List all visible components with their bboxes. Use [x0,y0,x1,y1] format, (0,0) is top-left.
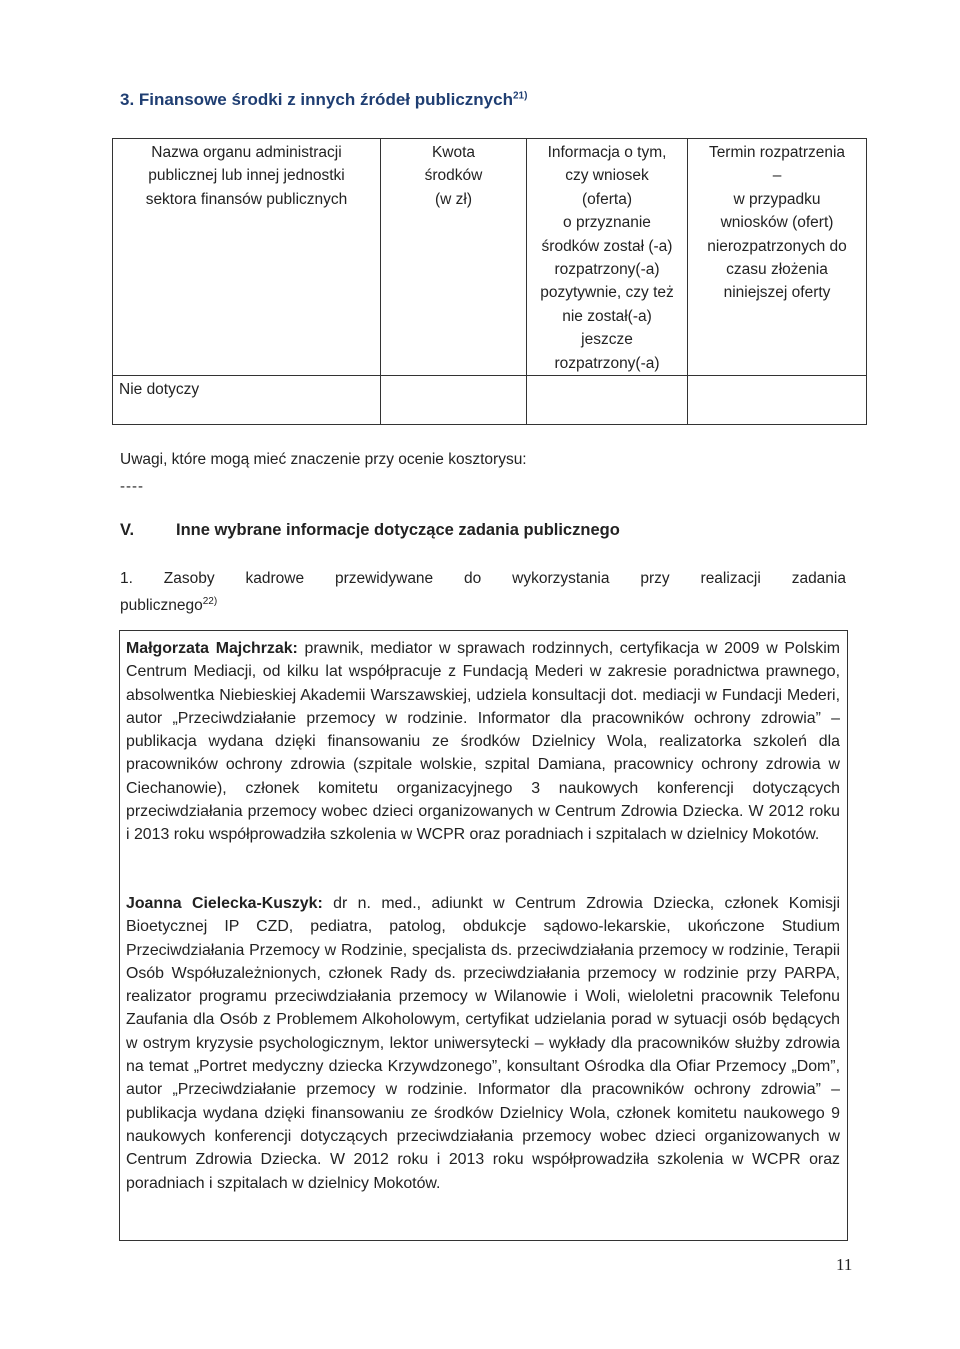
staff-bio-cielecka-kuszyk [126,892,840,1195]
table-row [113,376,867,425]
budget-notes-label: Uwagi, które mogą mieć znaczenie przy ocenie kosztorysu: [120,451,527,468]
footnote-ref-21: 21) [512,90,528,102]
staff-bio-majchrzak [126,637,840,847]
header-line: środków został (-a) [541,237,673,255]
point-1-heading-cont-text: publicznego [120,597,203,615]
public-funds-table [112,138,867,425]
staff-name: Joanna Cielecka-Kuszyk: [126,895,323,912]
point-1-heading: 1. Zasoby kadrowe przewidywane do wykorzystania przy realizacji zadania [120,570,846,587]
staff-description: prawnik, mediator w sprawach rodzinnych, certyfikacja w 2009 w Polskim Centrum Mediacji, od kilku lat współpracuje z Fundacją Mederi w zakresie poradnictwa prawnego, absolwentka Niebieskiej Akademii Warszawskiej, udziela konsultacji dot. mediacji w Fundacji Mederi, autor „Przeciwdziałanie przemocy w rodzinie. Informator dla pracowników ochrony zdrowia” – publikacja wydana dzięki finansowaniu ze środków Dzielnicy Wola, realizatorka szkoleń dla pracowników ochrony zdrowia (szpitale wolskie, szpital Damiana, pracownicy ochrony zdrowia w Ciechanowie), członek komitetu organizacyjnego 3 naukowych konferencji dotyczących przeciwdziałania przemocy wobec dzieci organizowanych w Centrum Zdrowia Dziecka. W 2012 roku i 2013 roku współprowadziła szkolenia w WCPR oraz poradniach i szpitalach w dzielnicy Mokotów. [126,640,841,844]
budget-notes-value: ---- [120,478,144,495]
section-5-number: V. [120,521,135,539]
header-review-date [688,139,867,376]
cell-organ-name: Nie dotyczy [113,376,381,425]
header-line: Kwota [431,144,476,161]
header-line: nie został(-a) [562,307,652,325]
cell-amount [381,376,527,425]
header-line: pozytywnie, czy też [540,284,674,302]
header-application-info [527,139,688,376]
header-line: sektora finansów publicznych [145,190,348,208]
header-line: nierozpatrzonych do [707,237,847,255]
header-line: środków [424,167,483,185]
header-amount [381,139,527,376]
section-3-title-text: 3. Finansowe środki z innych źródeł publicznych [120,90,513,109]
header-line: rozpatrzony(-a) [554,261,660,279]
header-line: Nazwa organu administracji [151,144,342,161]
table-header-row [113,139,867,376]
header-line: – [772,167,782,185]
cell-application-info [527,376,688,425]
header-line: (oferta) [582,190,632,208]
header-line: czy wniosek [565,167,649,185]
staff-name: Małgorzata Majchrzak: [126,640,298,657]
header-organ-name [113,139,381,376]
header-line: w przypadku [733,190,821,208]
header-line: czasu złożenia [726,261,828,279]
cell-review-date [688,376,867,425]
section-5-title: Inne wybrane informacje dotyczące zadania publicznego [176,521,620,539]
header-line: Informacja o tym, [547,144,667,161]
point-1-heading-cont [120,590,217,617]
header-line: o przyznanie [563,214,651,232]
header-line: jeszcze [581,331,633,349]
footnote-ref-22: 22) [202,596,218,607]
header-line: Termin rozpatrzenia [708,144,846,161]
header-line: publicznej lub innej jednostki [148,167,345,185]
staff-description: dr n. med., adiunkt w Centrum Zdrowia Dziecka, członek Komisji Bioetycznej IP CZD, pediatra, patolog, obdukcje sądowo-lekarskie, ukończone Studium Przeciwdziałania Przemocy w Rodzinie, specjalista ds. przeciwdziałania przemocy w rodzinie, Terapii Osób Współuzależnionych, członek Rady ds. przeciwdziałania przemocy w rodzinie przy PARPA, realizator programu przeciwdziałania przemocy w Wilanowie i Woli, wieloletni pracownik Telefonu Zaufania dla Osób z Problemem Alkoholowym, certyfikat udzielania porad w sytuacji osób będących w ostrym kryzysie psychologicznym, lektor uniwersytecki – wykłady dla pracowników służby zdrowia na temat „Portret medyczny dziecka Krzywdzonego”, konsultant Ośrodka dla Ofiar Przemocy „Dom”, autor „Przeciwdziałanie przemocy w rodzinie. Informator dla pracowników ochrony zdrowia” – publikacja wydana dzięki finansowaniu ze środków Dzielnicy Wola, członek komitetu naukowego 9 naukowych konferencji dotyczących przeciwdziałania przemocy wobec dzieci organizowanych w Centrum Zdrowia Dziecka. W 2012 roku i 2013 roku współprowadziła szkolenia w WCPR oraz poradniach i szpitalach w dzielnicy Mokotów. [126,895,840,1192]
header-line: rozpatrzony(-a) [554,354,660,372]
header-line: (w zł) [434,190,473,208]
page-number: 11 [836,1255,853,1274]
section-3-title [120,90,527,110]
header-line: wniosków (ofert) [720,214,834,232]
header-line: niniejszej oferty [723,284,831,302]
